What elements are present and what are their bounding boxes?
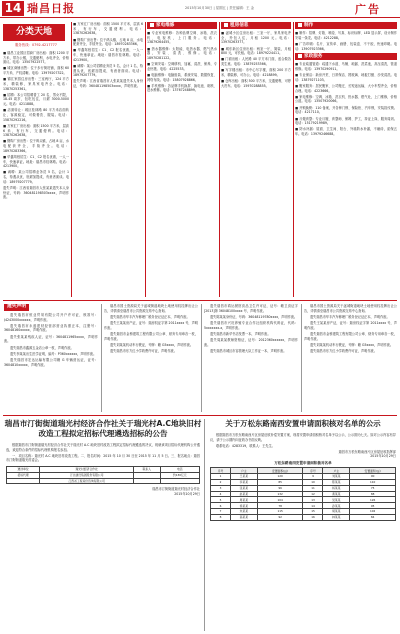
list-item: ■ 诚聘：某公司招聘业务员 5 名，会计 1 名，待遇从优，底薪加提成，有意者面谈。电话：18979207779。 (73, 63, 143, 78)
table-cell: 高某某 (230, 514, 257, 520)
table-cell: 万达建设集团股份有限公司 (40, 472, 134, 478)
table-header-cell: 序号 (211, 468, 231, 474)
table-cell: 90 (350, 474, 396, 480)
list-item: 联系电话：4283319，联系人：王先生。 (216, 443, 275, 448)
table-cell: 李某某 (230, 479, 257, 485)
table-row (211, 514, 396, 520)
column-divider (301, 304, 302, 412)
list-item: ■ 月嫂育婴：专业月嫂、育婴师、保姆、护工，持证上岗，服务周到。电话：15179219989。 (295, 116, 397, 126)
table-cell: 126 (350, 497, 396, 503)
table-cell: 周某某 (230, 497, 257, 503)
table-cell: 8 (211, 514, 231, 520)
table-cell: 招标代理 (7, 472, 40, 478)
list-item: ■ 华鑫驾校招生：C1、C2 报名优惠，一人一车，快速拿证。地址：瑞昌市桂林路。电话：4213900。 (73, 48, 143, 62)
list-item: 遗失张某某残疾人证，证号：3604811965xxxx，声明作废。 (4, 334, 98, 344)
list-item: ■ 专业家电维修：各种品牌空调、冰箱、洗衣机、电视机，上门服务。电话：13879264455。 (147, 31, 217, 45)
table-header-cell: 户主 (323, 468, 350, 474)
classified-list (147, 31, 217, 93)
newspaper-logo: 瑞昌日报 (27, 2, 75, 15)
list-item: 遗失瑞昌市城区市容管理大队工作证一本，声明作废。 (210, 349, 287, 354)
classified-column-rental (221, 22, 291, 297)
list-item: ■ 写字楼出租：市中心写字楼，面积 200 平方米，精装修，可办公。电话：4218899。 (221, 68, 291, 77)
list-item: 遗失瑞昌市鸿运餐馆食品卫生许可证，证号：赣卫食证字[2013]第 36048100xxxx 号，声明作废。 (204, 304, 298, 313)
table-cell: 徐某某 (230, 503, 257, 509)
list-item: ■ 制作：招牌、灯箱、喷绘、写真、标识标牌、LED 显示屏，设计制作安装一条龙。电话：4212288。 (295, 31, 397, 40)
notice-list (104, 304, 198, 354)
section-bar: 制作 (295, 22, 397, 29)
notice-1-date: 2015年10月29日 (174, 492, 200, 497)
list-item: ■ 万家汇厂房出租：面积 1500 平方米，层高 6 米，有行车，交通便利。电话：13870262638。 (73, 22, 143, 36)
list-item: ■ 湓城小区住房出租：三室一厅，家具家电齐全，拎包入住，月租 1200 元。电话：13970263377。 (221, 31, 291, 45)
table-cell: 约130亿元 (160, 472, 199, 478)
classified-list (221, 31, 291, 88)
list-item: 遗失瑞昌市新华书店发票一本，声明作废。 (210, 331, 271, 336)
classified-title: 分类天地 (3, 24, 65, 41)
section-bar: 家政服务 (295, 53, 397, 60)
list-item: ■ 热水器维修：太阳能、电热水器、燃气热水器，安装、清洗、维修。电话：18970281122。 (147, 46, 217, 60)
table-header-cell: 安置面积(㎡) (350, 468, 396, 474)
notice-list (304, 304, 397, 354)
list-item: 遗失王某某房产证，证号：瑞房权证字第 2011xxxx 号，声明作废。 (304, 321, 397, 330)
list-item: 遗失声明：江西省瑞昌市人张某某遗失本人身份证，号码：360481198503xxxx，声明作废。 (3, 185, 69, 200)
notice-list (204, 304, 298, 354)
list-item: 遗失声明：江西省瑞昌市人张某某遗失本人身份证，号码：360481198503xxxx，声明作废。 (73, 79, 143, 89)
loss-notices-left (4, 304, 98, 412)
table-cell: 16 (303, 514, 323, 520)
table-header-cell: 户主 (230, 468, 257, 474)
list-item: ■ 华鑫驾校招生：C1、C2 报名优惠，一人一车，快速拿证。地址：瑞昌市桂林路。电话：4213900。 (3, 154, 69, 169)
notice-2-body (210, 433, 396, 631)
list-item: 遗失瑞昌市东方红小学收费许可证，声明作废。 (310, 349, 377, 354)
notice-2-table-title: 万松东路南西安置申请面积核对名单 (274, 460, 332, 465)
classified-list (3, 51, 69, 200)
column-divider (204, 419, 205, 631)
table-cell: 15 (303, 508, 323, 514)
list-item: ■ 专业保洁：新房开荒、日常保洁、擦玻璃、地板打蜡、沙发清洗。电话：13879271103。 (295, 73, 397, 82)
notice-1-title: 瑞昌市汀街街道瑞光村经济合作社关于瑞光村A.C地块旧村改造工程拟定招标代理遴选招标的公告 (4, 419, 202, 438)
list-item: ■ 钢构厂房出售：位于码头镇，占地 8 亩，水电配套齐全，手续齐全。电话：18970283366。 (3, 139, 69, 153)
classified-list (295, 31, 397, 51)
notice-2-date: 2015年10月29日 (370, 454, 396, 459)
list-item: ■ 城东新区住房出租：两室一厅，简装，月租 800 元，可长租。电话：18979224411。 (221, 46, 291, 56)
table-cell: 104 (257, 497, 303, 503)
list-item: ■ 店面转让：城区桂林路 80 平方米店面转让，客源稳定，可做餐饮、服装。电话：15870292216。 (3, 108, 69, 122)
list-item: ■ 广告印刷：名片、宣传单、画册、包装盒、不干胶，快速印刷。电话：13907923366。 (295, 41, 397, 51)
list-item: ■ 专业疏通管道：疏通下水道、马桶、地漏、洗菜池，高压清洗，管道维修。电话：13970290911。 (295, 62, 397, 71)
list-item: ■ 搬家服务：居民搬家、公司搬迁、长短途运输，大小车型齐全，价格合理。电话：4223666。 (295, 83, 397, 93)
notice-2-signature: 瑞昌市万松东路南西片区房屋征收指挥部 (338, 449, 396, 454)
table-cell: 联系人 (134, 466, 161, 472)
table-cell: 110 (350, 479, 396, 485)
list-item: 遗失瑞昌市兴旺养殖专业合作社组织机构代码证，代码：5xxxxxxx-x，声明作废。 (204, 321, 298, 330)
table-cell: 9 (303, 474, 323, 480)
column-divider (201, 304, 202, 412)
table-cell: 4 (211, 491, 231, 497)
table-cell: 84 (350, 514, 396, 520)
table-cell: 杨某某 (323, 485, 350, 491)
table-cell: 88 (350, 491, 396, 497)
table-cell: 75 (350, 485, 396, 491)
list-item: 遗失瑞昌市永盛建材经营部营业执照正本，注册号：36048160xxxxx，声明作废。 (4, 323, 98, 333)
square-icon (298, 54, 302, 58)
list-item: 根据瑞昌市万松东路南西片区房屋征收补偿安置方案，现将安置申请面积核对名单予以公示，公示期为七天。如对公示内容有异议，请于公示期内向征收办书面反映。 (210, 433, 396, 442)
list-item: 遗失周某某教师资格证，证号：2012360xxxxxx，声明作废。 (204, 338, 298, 347)
table-cell: 张某某 (230, 485, 257, 491)
list-item: 瑞昌市国土资源局关于湓城街道地块土地使用权挂牌出让公告，详情请至瑞昌市公共资源交易中心查询。 (104, 304, 198, 313)
notices-header: 遗失声明 (4, 304, 29, 311)
page-number: 14 (2, 1, 24, 16)
column-divider (293, 22, 294, 297)
section-divider (3, 300, 397, 301)
table-cell: 95 (350, 503, 396, 509)
list-item: 遗失瑞昌市华丰汽车修理厂税务登记证正本，声明作废。 (110, 314, 190, 319)
section-bar: 租房信息 (221, 22, 291, 29)
loss-notices-right (204, 304, 298, 412)
header-date-line: 2015年10月30日 | 星期五 | 责任编辑：王 金 (185, 6, 255, 10)
table-cell: 14 (303, 503, 323, 509)
notice-list (4, 313, 98, 367)
table-cell: 赵某某 (230, 491, 257, 497)
list-item: ■ 开锁换锁：110 备案，开各种门锁、保险柜、汽车锁，安装指纹锁。电话：4217110。 (295, 105, 397, 115)
table-cell: 3 (211, 485, 231, 491)
table-header-cell: 安置面积(㎡) (257, 468, 303, 474)
column-divider (101, 304, 102, 412)
square-icon (150, 23, 154, 27)
table-cell: 85 (257, 479, 303, 485)
column-divider (71, 22, 72, 297)
classified-column-1 (3, 22, 69, 297)
notice-1-table (6, 466, 200, 484)
table-cell: 10 (303, 479, 323, 485)
table-cell: 陈某某 (323, 479, 350, 485)
list-item: 遗失瑞昌市金桥建筑工程有限公司公章、财务专用章各一枚，声明作废。 (304, 331, 397, 341)
list-item: 遗失李某某出生医学证明，编号：P360xxxxxx，声明作废。 (10, 351, 97, 356)
section-title: 广告 (355, 3, 381, 16)
list-item: ■ 万家汇厂房出租：面积 1500 平方米，层高 6 米，有行车，交通便利。电话：13870262638。 (3, 123, 69, 138)
list-item: ■ 家电维修：空调、冰箱、洗衣机、热水器、燃气灶，上门维修，价格公道。电话：13507920066。 (295, 94, 397, 104)
list-item: 遗失刘某某机动车行驶证，号牌：赣 G5xxxx，声明作废。 (110, 342, 194, 347)
list-item: ■ 招聘：本公司招聘普工 20 名，男女不限，18-45 周岁，包吃包住，月薪 3000-5000 元。电话：4211888。 (3, 92, 69, 107)
list-item: ■ 瑞昌工业园区招商厂房出租：面积 1200 平方米，带办公楼，交通便利，水电齐全，价格面议。电话：13507922577。 (3, 50, 69, 65)
table-cell: 林某某 (323, 514, 350, 520)
list-item: ■ 门面出租：人民路 40 平方米门面，适合做各类生意。电话：13879253366。 (221, 57, 291, 67)
list-item: 遗失陈某某身份证，号码：36048119780xxxx，声明作废。 (210, 314, 298, 319)
loss-notices-mid (104, 304, 198, 412)
table-cell: 102 (350, 508, 396, 514)
list-item: 遗失瑞昌市鑫源五金店公章一枚，声明作废。 (10, 345, 74, 350)
table-cell: 132 (257, 491, 303, 497)
square-icon (224, 23, 228, 27)
list-item: ■ 手机维修：各品牌手机换屏、换电池、刷机、进水维修。电话：13767248899。 (147, 83, 217, 93)
list-item: 遗失瑞昌市恒业贸易有限公司开户许可证，核准号：J4243000xxxxxx，声明作废。 (4, 312, 98, 322)
table-cell: 黄某某 (323, 491, 350, 497)
classified-list (295, 62, 397, 137)
list-item: 瑞昌市国土资源局关于湓城街道地块土地使用权挂牌出让公告，详情请至瑞昌市公共资源交易中心查询。 (304, 304, 397, 313)
service-hotline: 服务热线：0792-4217777 (15, 43, 57, 47)
loss-notices-far-right (304, 304, 397, 412)
list-item: 遗失王某某房产证，证号：瑞房权证字第 2011xxxx 号，声明作废。 (104, 321, 198, 330)
notice-1-signature: 瑞昌市汀街街道瑞光村经济合作社 (152, 487, 200, 492)
classified-column-services (295, 22, 397, 297)
table-cell: 12 (303, 491, 323, 497)
notice-2-table (210, 467, 396, 520)
notice-1-body (6, 443, 200, 631)
list-item: ■ 电脑维修：电脑组装、系统安装、数据恢复、网络布线。电话：15807928866。 (147, 72, 217, 82)
list-item: 遗失瑞昌市华丰汽车修理厂税务登记证正本，声明作废。 (310, 314, 390, 319)
column-divider (145, 22, 146, 297)
table-cell: 吴某某 (323, 497, 350, 503)
table-cell: 11 (303, 485, 323, 491)
table-cell: 6 (211, 503, 231, 509)
table-cell: 1 (211, 474, 231, 480)
table-cell: 王某某 (230, 474, 257, 480)
table-header-cell: 序号 (303, 468, 323, 474)
list-item: ■ 钢构厂房出售：位于码头镇，占地 8 亩，水电配套齐全，手续齐全。电话：18970283366。 (73, 37, 143, 47)
table-cell: 刘某某 (323, 474, 350, 480)
table-cell: 78 (257, 503, 303, 509)
table-cell: 7 (211, 508, 231, 514)
table-cell (7, 478, 40, 484)
list-item: ■ 诚聘：某公司招聘业务员 5 名，会计 1 名，待遇从优，底薪加提成，有意者面谈。电话：18979207779。 (3, 170, 69, 184)
table-cell: 瑞光村经济合作社 (40, 466, 134, 472)
table-cell: 朱某某 (230, 508, 257, 514)
table-cell: 115 (257, 508, 303, 514)
notice-2-paragraphs (210, 433, 396, 448)
list-item: ■ 锦江家园住房出售：三室两厅，124 平方米，精装修，家具家电齐全。电话：13870253361。 (3, 77, 69, 91)
classified-list (73, 22, 143, 89)
table-cell: 胡某某 (323, 508, 350, 514)
table-cell: 120 (257, 474, 303, 480)
table-cell (160, 478, 199, 484)
column-divider (219, 22, 220, 297)
section-bar: 家电维修 (147, 22, 217, 29)
classified-column-3 (73, 22, 143, 297)
list-item: 遗失刘某某机动车行驶证，号牌：赣 G5xxxx，声明作废。 (310, 342, 394, 347)
section-divider (3, 415, 397, 416)
classified-column-appliance (147, 22, 217, 297)
list-item: 遗失瑞昌市金桥建筑工程有限公司公章、财务专用章各一枚，声明作废。 (104, 331, 198, 341)
list-item: 一、项目名称：瑞光村 A.C 地块旧村改造工程。二、报名时间：2015 年 10 月 30 日至 2015 年 11 月 5 日。三、报名地点：瑞昌市汀街街道瑞光村委会。 (6, 453, 200, 463)
table-cell: 13 (303, 497, 323, 503)
table-cell: 96 (257, 485, 303, 491)
table-cell: 5 (211, 497, 231, 503)
list-item: 遗失瑞昌市东方红小学收费许可证，声明作废。 (110, 349, 177, 354)
table-row (7, 478, 200, 484)
table-cell: 92 (257, 514, 303, 520)
list-item: 根据瑞昌市汀街街道瑞光村经济合作社关于瑞光村 A.C 地块旧村改造工程拟定招标代理遴选的决议，现就该项目招标代理机构公开遴选，欢迎符合条件的招标代理机构报名参加。 (6, 443, 200, 452)
list-item: ■ 防水补漏：屋面、卫生间、阳台、外墙防水补漏，不砸砖，质保五年。电话：13979246688。 (295, 127, 397, 137)
table-cell (134, 478, 161, 484)
table-body (211, 474, 396, 521)
table-cell: 电话 (160, 466, 199, 472)
list-item: ■ 城区商铺出售：位于步行街旺铺，面积 60 平方米，产权清晰。电话：13979207322。 (3, 66, 69, 76)
table-cell: 遴选单位 (7, 466, 40, 472)
notice-1-paragraphs (6, 443, 200, 463)
list-item: ■ 空调安装：空调移机、加氟、清洗、保养，专业快捷。电话：4225533。 (147, 62, 217, 71)
list-item: 遗失瑞昌市宏达运输有限公司赣 G 车辆营运证，证号：3604810xxxxx，声明作废。 (4, 358, 98, 367)
table-cell: 江西省工程造价咨询有限公司 (40, 478, 134, 484)
table-cell: 孙某某 (323, 503, 350, 509)
square-icon (298, 23, 302, 27)
list-item: ■ 仓库出租：面积 500 平方米，交通便利，可停大货车。电话：15970288855。 (221, 79, 291, 88)
notice-2-title: 关于万松东路南西安置申请面积核对名单的公示 (225, 419, 381, 428)
table-cell: 2 (211, 479, 231, 485)
